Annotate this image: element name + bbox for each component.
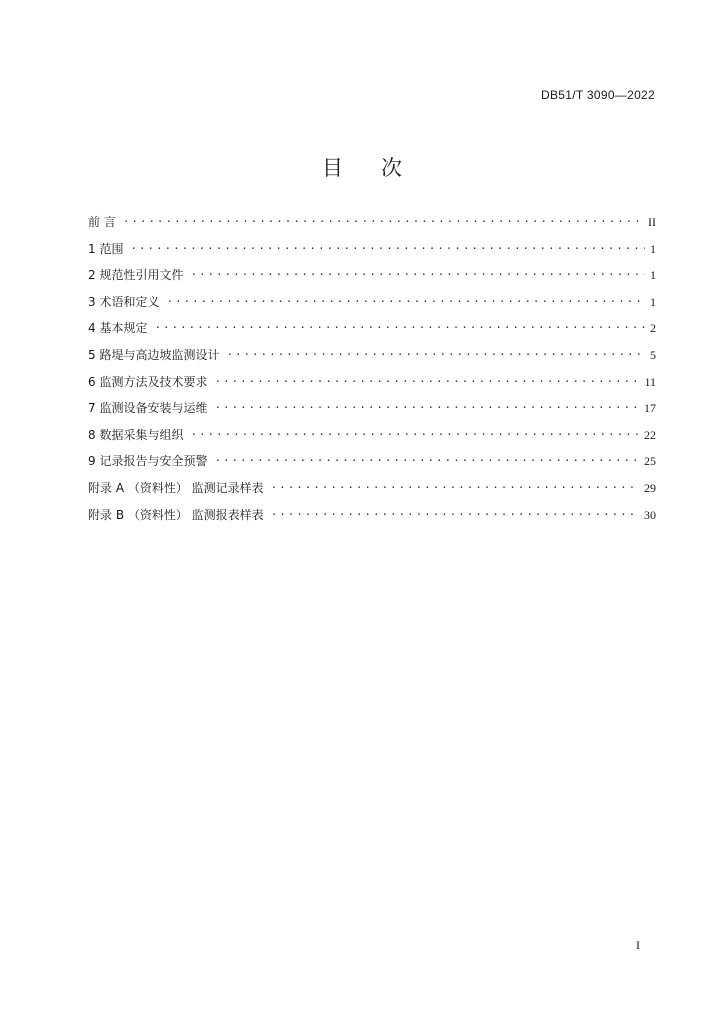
- toc-leader-dots: [214, 372, 639, 386]
- toc-item-equipment-installation[interactable]: [88, 398, 656, 425]
- toc-item-scope[interactable]: [88, 239, 656, 266]
- toc-leader-dots: [130, 239, 645, 253]
- toc-leader-dots: [166, 292, 645, 306]
- toc-item-page: 1: [650, 241, 656, 256]
- toc-leader-dots: [190, 265, 645, 279]
- toc-item-page: 1: [650, 268, 656, 283]
- toc-item-label: 5 路堤与高边坡监测设计: [88, 347, 220, 362]
- toc-item-monitoring-design[interactable]: [88, 345, 656, 372]
- toc-item-label: 2 规范性引用文件: [88, 268, 184, 283]
- toc-leader-dots: [214, 451, 639, 465]
- toc-item-label: 3 术语和定义: [88, 294, 160, 309]
- toc-item-label: 4 基本规定: [88, 321, 148, 336]
- toc-item-appendix-b[interactable]: [88, 505, 656, 532]
- document-code: DB51/T 3090—2022: [541, 88, 655, 102]
- toc-item-page: 2: [650, 321, 656, 336]
- toc-item-label: 9 记录报告与安全预警: [88, 454, 208, 469]
- toc-title-char-2: 次: [381, 156, 402, 180]
- toc-item-page: 11: [644, 374, 656, 389]
- toc-item-label: 1 范围: [88, 241, 124, 256]
- toc-item-foreword[interactable]: [88, 212, 656, 239]
- toc-item-data-collection[interactable]: [88, 425, 656, 452]
- toc-leader-dots: [214, 398, 639, 412]
- toc-item-page: 1: [650, 294, 656, 309]
- toc-item-page: 29: [644, 480, 656, 495]
- toc-item-page: 17: [644, 401, 656, 416]
- toc-item-terms-definitions[interactable]: [88, 292, 656, 319]
- toc-leader-dots: [123, 212, 643, 226]
- toc-item-label: 7 监测设备安装与运维: [88, 401, 208, 416]
- toc-item-records-reports[interactable]: [88, 451, 656, 478]
- toc-item-page: 25: [644, 454, 656, 469]
- toc-item-monitoring-methods[interactable]: [88, 372, 656, 399]
- toc-item-page: 30: [644, 507, 656, 522]
- toc-leader-dots: [190, 425, 639, 439]
- toc-item-normative-references[interactable]: [88, 265, 656, 292]
- toc-leader-dots: [271, 505, 639, 519]
- toc-leader-dots: [154, 318, 645, 332]
- toc-item-label: 8 数据采集与组织: [88, 427, 184, 442]
- toc-leader-dots: [226, 345, 645, 359]
- toc-list: [88, 212, 656, 531]
- toc-item-basic-provisions[interactable]: [88, 318, 656, 345]
- page-number: I: [636, 938, 640, 952]
- toc-item-label: 附录 A （资料性） 监测记录样表: [88, 480, 264, 495]
- toc-title: [0, 152, 724, 182]
- toc-item-page: II: [648, 215, 656, 229]
- toc-leader-dots: [271, 478, 639, 492]
- toc-item-page: 22: [644, 427, 656, 442]
- toc-item-label: 6 监测方法及技术要求: [88, 374, 208, 389]
- toc-title-char-1: 目: [322, 156, 343, 180]
- toc-item-page: 5: [650, 347, 656, 362]
- toc-item-label: 附录 B （资料性） 监测报表样表: [88, 507, 264, 522]
- toc-item-appendix-a[interactable]: [88, 478, 656, 505]
- toc-item-label: 前 言: [88, 215, 116, 229]
